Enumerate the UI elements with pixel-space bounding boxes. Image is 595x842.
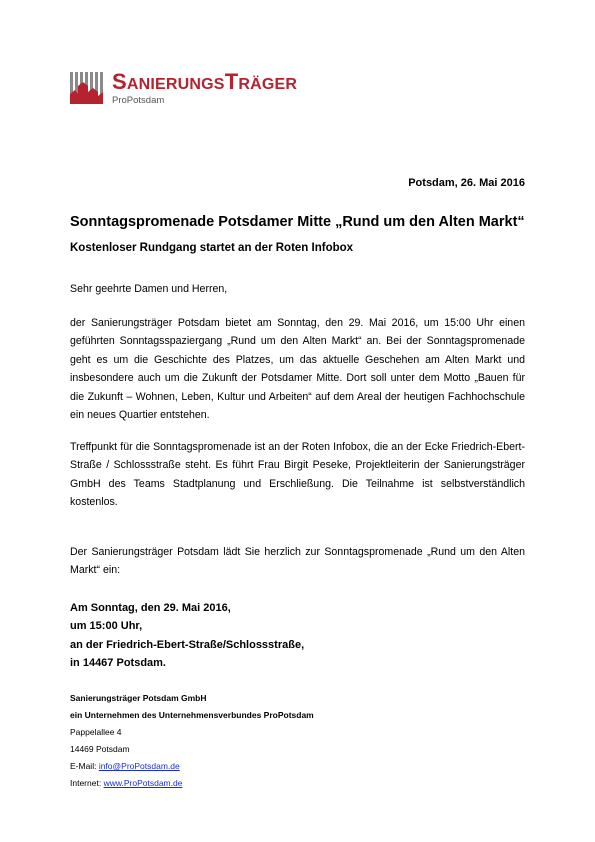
logo-rest-2: RÄGER [238, 76, 298, 93]
footer-contact [70, 690, 314, 792]
web-link[interactable]: www.ProPotsdam.de [103, 778, 183, 788]
footer-web-row [70, 775, 314, 792]
logo-wordmark [112, 69, 297, 98]
event-details [70, 599, 304, 672]
footer-company: Sanierungsträger Potsdam GmbH [70, 693, 207, 703]
email-label: E-Mail: [70, 761, 99, 771]
logo-initial-1: S [112, 69, 127, 94]
document-date: Potsdam, 26. Mai 2016 [408, 177, 525, 189]
logo-rest-1: ANIERUNGS [126, 76, 225, 93]
paragraph-3: Der Sanierungsträger Potsdam lädt Sie herzlich zur Sonntagspromenade „Rund um den Alten Markt“ ein: [70, 546, 525, 577]
subheadline: Kostenloser Rundgang startet an der Roten Infobox [70, 242, 354, 254]
paragraph-2: Treffpunkt für die Sonntagspromenade ist an der Roten Infobox, die an der Ecke Friedrich-Ebert-Straße / Schlossstraße steht. Es führt Frau Birgit Peseke, Projektleiterin der Sanierungsträger GmbH des Teams Stadtplanung und Erschließung. Die Teilnahme ist selbstverständlich kostenlos. [70, 441, 525, 509]
logo-initial-2: T [224, 69, 239, 94]
headline: Sonntagspromenade Potsdamer Mitte „Rund um den Alten Markt“ [70, 214, 525, 230]
footer-email-row [70, 758, 314, 775]
event-time: um 15:00 Uhr, [70, 620, 143, 633]
event-city: in 14467 Potsdam. [70, 656, 166, 669]
logo [70, 70, 350, 106]
email-link[interactable]: info@ProPotsdam.de [98, 761, 180, 771]
web-label: Internet: [70, 778, 104, 788]
event-location: an der Friedrich-Ebert-Straße/Schlossstraße, [70, 638, 305, 651]
salutation: Sehr geehrte Damen und Herren, [70, 283, 228, 295]
building-bars-icon [70, 70, 106, 104]
logo-subtitle: ProPotsdam [112, 95, 165, 106]
event-date: Am Sonntag, den 29. Mai 2016, [70, 602, 231, 614]
footer-tagline: ein Unternehmen des Unternehmensverbundes ProPotsdam [70, 710, 314, 720]
footer-city: 14469 Potsdam [70, 744, 130, 754]
footer-street: Pappelallee 4 [70, 727, 122, 737]
paragraph-1: der Sanierungsträger Potsdam bietet am Sonntag, den 29. Mai 2016, um 15:00 Uhr einen geführten Sonntagsspaziergang „Rund um den Alten Markt“ an. Bei der Sonntagspromenade geht es um die Geschichte des Platzes, um das aktuelle Geschehen am Alten Markt und insbesondere auch um die Zukunft der Potsdamer Mitte. Dort soll unter dem Motto „Bauen für die Zukunft – Wohnen, Leben, Kultur und Arbeiten“ auf dem Areal der heutigen Fachhochschule ein neues Quartier entstehen. [70, 317, 525, 422]
